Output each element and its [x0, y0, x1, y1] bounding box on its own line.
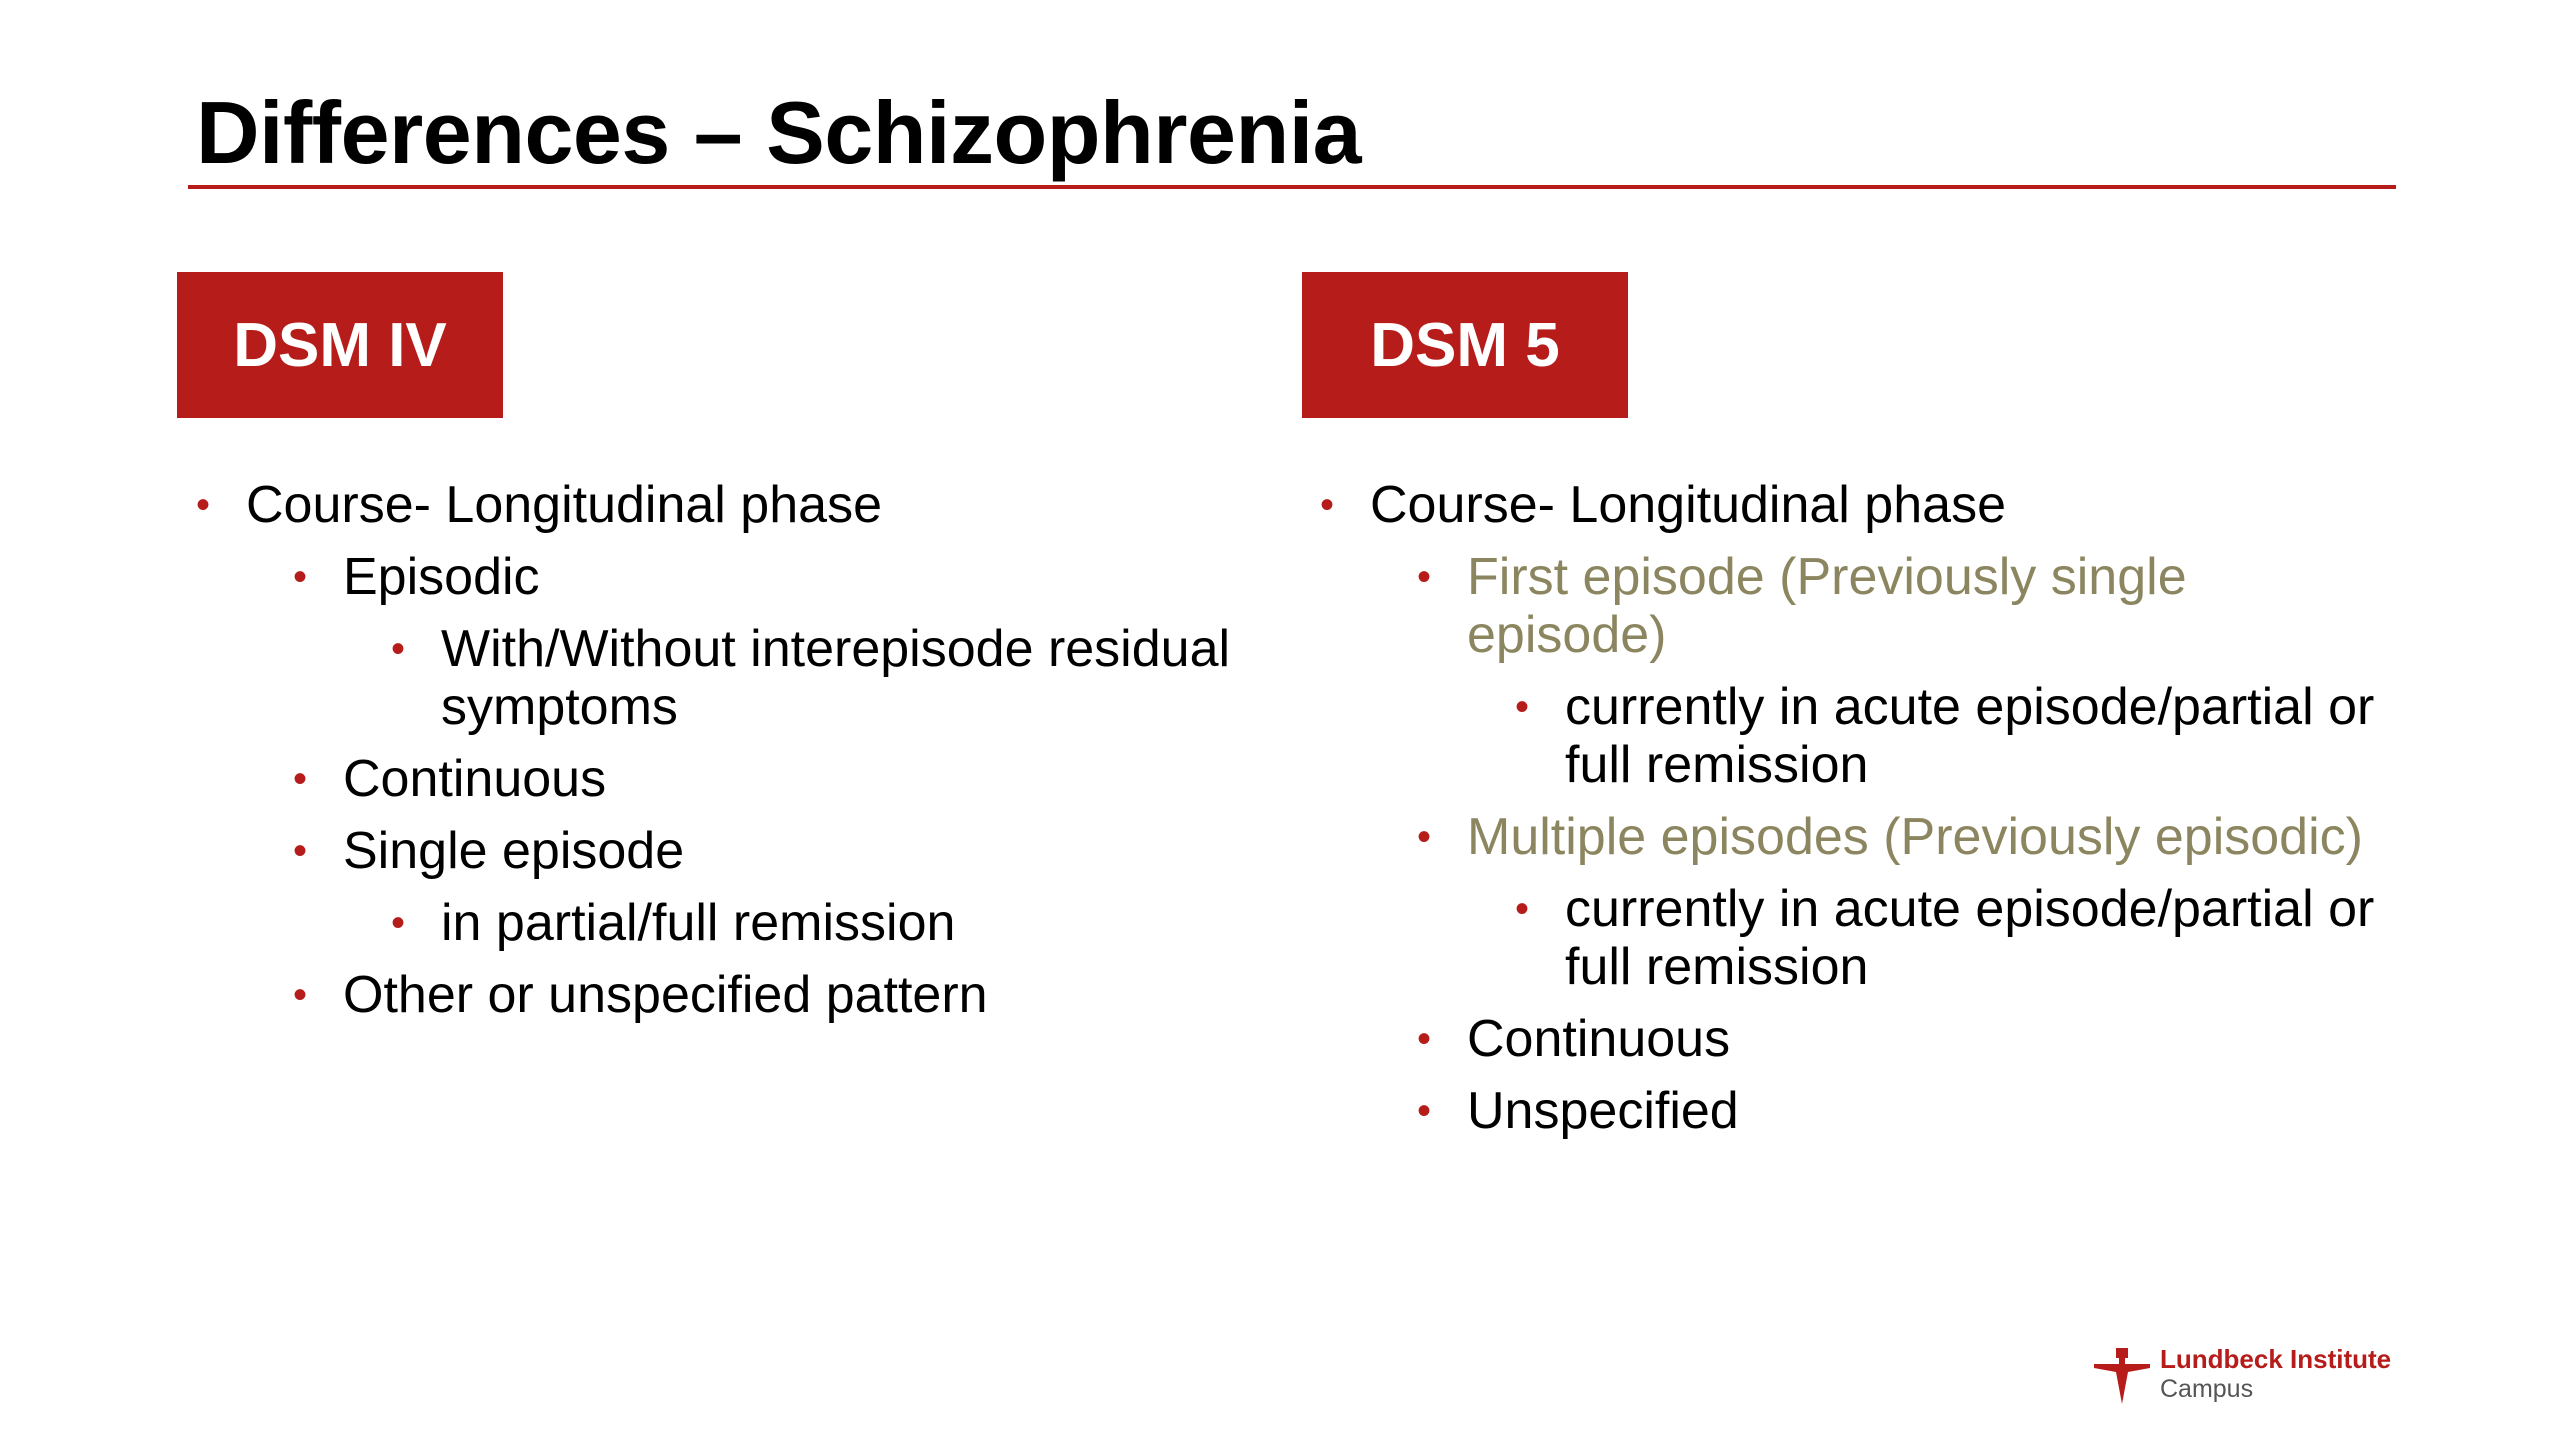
bullet-icon: •: [293, 555, 308, 599]
bullet-item: [196, 750, 1276, 808]
bullet-item: [196, 548, 1276, 606]
bullet-icon: •: [196, 483, 211, 527]
bullet-item: [196, 476, 1276, 534]
bullet-icon: •: [391, 627, 406, 671]
bullet-icon: •: [293, 829, 308, 873]
bullet-icon: •: [1417, 555, 1432, 599]
dsm-iv-bullet-list: [196, 476, 1276, 1038]
bullet-item: [196, 822, 1276, 880]
bullet-icon: •: [1515, 887, 1530, 931]
bullet-text: Single episode: [343, 822, 685, 880]
dsm-5-bullet-list: [1320, 476, 2390, 1154]
bullet-item: [1320, 1082, 2390, 1140]
title-divider: [188, 185, 2396, 189]
bullet-text: Course- Longitudinal phase: [1370, 476, 2006, 534]
lundbeck-logo: [2092, 1342, 2422, 1410]
bullet-icon: •: [1417, 1089, 1432, 1133]
bullet-icon: •: [1320, 483, 1335, 527]
bullet-text: Other or unspecified pattern: [343, 966, 988, 1024]
bullet-icon: •: [293, 973, 308, 1017]
bullet-item: [196, 894, 1276, 952]
dsm-iv-header: DSM IV: [177, 272, 503, 418]
bullet-text: Unspecified: [1467, 1082, 1739, 1140]
bullet-item: [1320, 880, 2390, 996]
bullet-item: [196, 966, 1276, 1024]
bullet-text: in partial/full remission: [441, 894, 956, 952]
bullet-item: [1320, 678, 2390, 794]
bullet-text: Continuous: [1467, 1010, 1731, 1068]
bullet-text: Episodic: [343, 548, 540, 606]
bullet-text: Multiple episodes (Previously episodic): [1467, 808, 2363, 866]
bullet-icon: •: [391, 901, 406, 945]
dsm-5-header: DSM 5: [1302, 272, 1628, 418]
lundbeck-logo-icon: [2092, 1346, 2152, 1406]
bullet-icon: •: [1515, 685, 1530, 729]
bullet-item: [1320, 808, 2390, 866]
bullet-text: Continuous: [343, 750, 607, 808]
bullet-text: Course- Longitudinal phase: [246, 476, 882, 534]
bullet-icon: •: [1417, 815, 1432, 859]
logo-subtitle: Campus: [2160, 1375, 2254, 1403]
bullet-item: [1320, 548, 2390, 664]
bullet-item: [196, 620, 1276, 736]
bullet-text: With/Without interepisode residual symptoms: [441, 620, 1231, 736]
bullet-icon: •: [293, 757, 308, 801]
bullet-icon: •: [1417, 1017, 1432, 1061]
bullet-text: currently in acute episode/partial or full remission: [1565, 880, 2375, 996]
bullet-item: [1320, 476, 2390, 534]
bullet-item: [1320, 1010, 2390, 1068]
bullet-text: currently in acute episode/partial or full remission: [1565, 678, 2375, 794]
bullet-text: First episode (Previously single episode): [1467, 548, 2187, 664]
logo-name: Lundbeck Institute: [2160, 1344, 2392, 1374]
slide-title: Differences – Schizophrenia: [196, 83, 1362, 182]
